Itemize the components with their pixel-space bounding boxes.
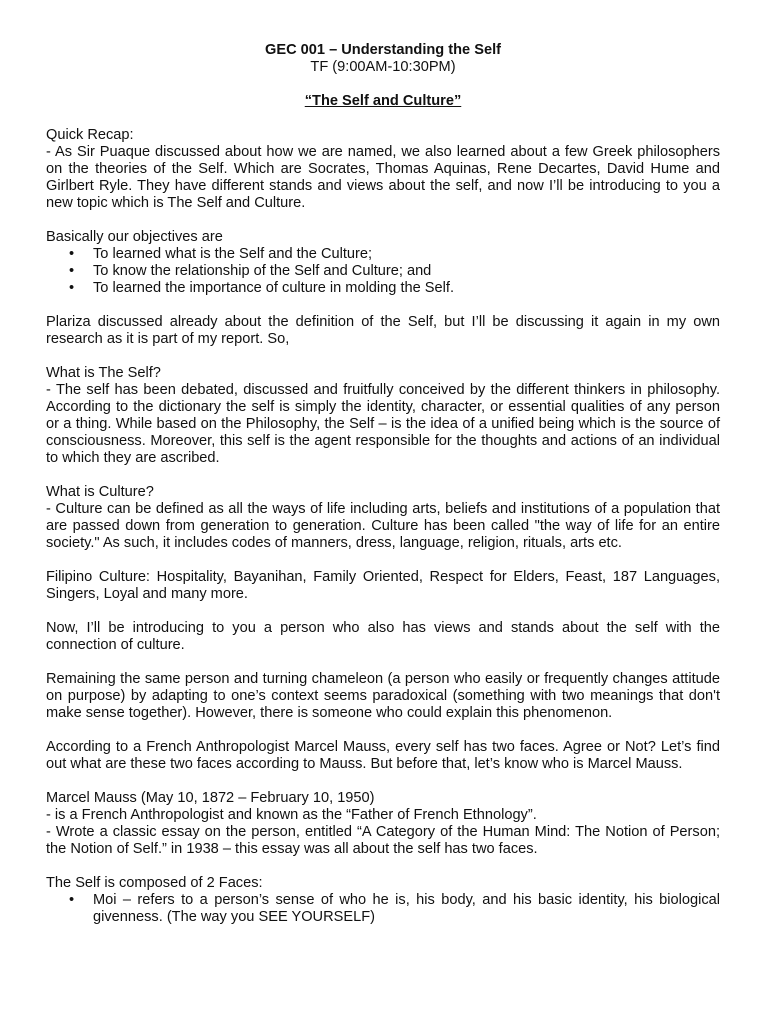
culture-heading: What is Culture? xyxy=(46,484,154,500)
class-schedule: TF (9:00AM-10:30PM) xyxy=(310,59,456,75)
mauss-intro-paragraph: According to a French Anthropologist Marcel Mauss, every self has two faces. Agree or Not? Let’s find out what are these two faces according to Mauss. But before that, let’s know who is Marcel Mauss. xyxy=(46,739,720,772)
self-text: - The self has been debated, discussed and fruitfully conceived by the different thinkers in philosophy. According to the dictionary the self is simply the identity, character, or essential qualities of any person or a thing. While based on the Philosophy, the Self – is the idea of a unified being which is the source of consciousness. Moreover, this self is the agent responsible for the thoughts and actions of an individual to which they are ascribed. xyxy=(46,382,720,466)
chameleon-paragraph: Remaining the same person and turning chameleon (a person who easily or frequently changes attitude on purpose) by adapting to one’s context seems paradoxical (something with two meanings that don't make sense together). However, there is someone who could explain this phenomenon. xyxy=(46,671,720,721)
mauss-bio-line-1: Marcel Mauss (May 10, 1872 – February 10, 1950) xyxy=(46,790,375,806)
objectives-list xyxy=(46,246,720,297)
faces-list xyxy=(46,892,720,926)
objectives-intro: Basically our objectives are xyxy=(46,229,223,245)
self-heading: What is The Self? xyxy=(46,365,161,381)
faces-heading: The Self is composed of 2 Faces: xyxy=(46,875,263,891)
list-item: • Moi – refers to a person’s sense of who he is, his body, and his basic identity, his biological givenness. (The way you SEE YOURSELF) xyxy=(93,892,720,926)
course-title: GEC 001 – Understanding the Self xyxy=(265,42,501,58)
mauss-bio-line-3: - Wrote a classic essay on the person, entitled “A Category of the Human Mind: The Notion of Person; the Notion of Self.” in 1938 – this essay was all about the self has two faces. xyxy=(46,824,720,857)
list-item: • To learned the importance of culture in molding the Self. xyxy=(93,280,720,297)
topic-heading: “The Self and Culture” xyxy=(304,93,462,109)
recap-text: - As Sir Puaque discussed about how we are named, we also learned about a few Greek philosophers on the theories of the Self. Which are Socrates, Thomas Aquinas, Rene Decartes, David Hume and Girlbert Ryle. They have different stands and views about the self, and now I’ll be introducing to you a new topic which is The Self and Culture. xyxy=(46,144,720,211)
list-item: • To know the relationship of the Self and Culture; and xyxy=(93,263,720,280)
intro-person-paragraph: Now, I’ll be introducing to you a person who also has views and stands about the self with the connection of culture. xyxy=(46,620,720,653)
culture-text: - Culture can be defined as all the ways of life including arts, beliefs and institutions of a population that are passed down from generation to generation. Culture has been called "the way of life for an entire society." As such, it includes codes of manners, dress, language, religion, rituals, arts etc. xyxy=(46,501,720,551)
recap-heading: Quick Recap: xyxy=(46,127,134,143)
filipino-culture-paragraph: Filipino Culture: Hospitality, Bayanihan, Family Oriented, Respect for Elders, Feast, 187 Languages, Singers, Loyal and many more. xyxy=(46,569,720,602)
list-item: • To learned what is the Self and the Culture; xyxy=(93,246,720,263)
mauss-bio-line-2: - is a French Anthropologist and known as the “Father of French Ethnology”. xyxy=(46,807,537,823)
plariza-paragraph: Plariza discussed already about the definition of the Self, but I’ll be discussing it again in my own research as it is part of my report. So, xyxy=(46,314,720,347)
